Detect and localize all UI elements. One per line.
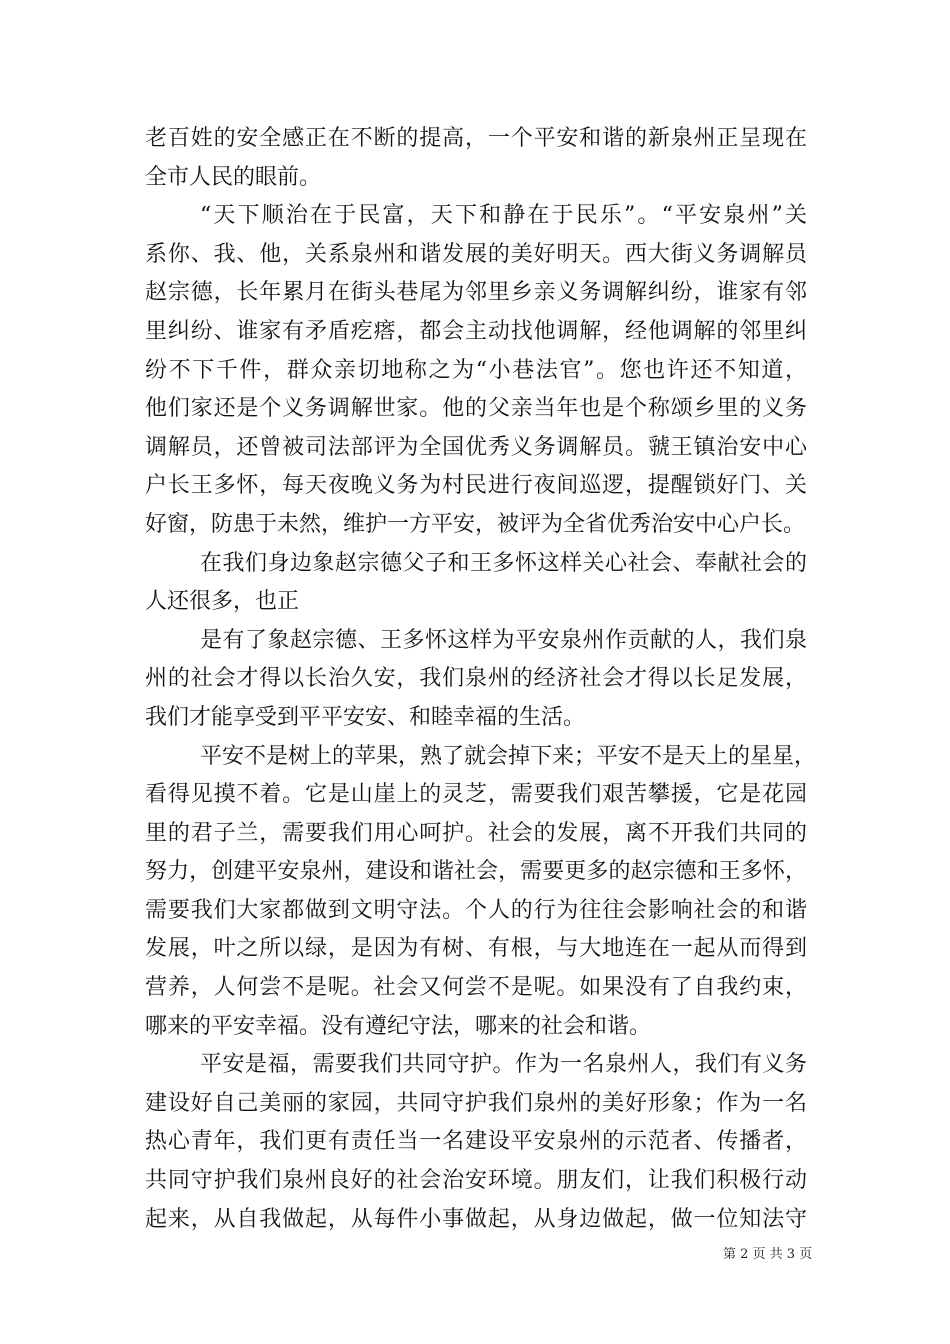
text-line: 他们家还是个义务调解世家。他的父亲当年也是个称颂乡里的义务 xyxy=(145,396,807,422)
text-line: 需要我们大家都做到文明守法。个人的行为往往会影响社会的和谐 xyxy=(145,897,807,923)
text-line: 起来，从自我做起，从每件小事做起，从身边做起，做一位知法守 xyxy=(145,1206,807,1232)
text-line: 调解员，还曾被司法部评为全国优秀义务调解员。虢王镇治安中心 xyxy=(145,434,807,460)
text-line: 平安是福，需要我们共同守护。作为一名泉州人，我们有义务 xyxy=(200,1052,807,1078)
text-line: 建设好自己美丽的家园，共同守护我们泉州的美好形象；作为一名 xyxy=(145,1090,807,1116)
text-line: 系你、我、他，关系泉州和谐发展的美好明天。西大街义务调解员 xyxy=(145,241,807,267)
text-line: 里的君子兰，需要我们用心呵护。社会的发展，离不开我们共同的 xyxy=(145,820,807,846)
text-line: 州的社会才得以长治久安，我们泉州的经济社会才得以长足发展， xyxy=(145,666,807,692)
text-line: 人还很多，也正 xyxy=(145,589,300,615)
text-line: 共同守护我们泉州良好的社会治安环境。朋友们，让我们积极行动 xyxy=(145,1168,807,1194)
text-line: 发展，叶之所以绿，是因为有树、有根，与大地连在一起从而得到 xyxy=(145,936,807,962)
text-line: 赵宗德，长年累月在街头巷尾为邻里乡亲义务调解纠纷，谁家有邻 xyxy=(145,280,807,306)
text-line: 全市人民的眼前。 xyxy=(145,164,322,190)
text-line: 营养，人何尝不是呢。社会又何尝不是呢。如果没有了自我约束， xyxy=(145,975,807,1001)
text-line: 哪来的平安幸福。没有遵纪守法，哪来的社会和谐。 xyxy=(145,1013,652,1039)
document-body xyxy=(145,120,817,1239)
text-line: 平安不是树上的苹果，熟了就会掉下来；平安不是天上的星星， xyxy=(200,743,817,769)
text-line: 纷不下千件，群众亲切地称之为“小巷法官”。您也许还不知道， xyxy=(145,357,807,383)
text-line: 热心青年，我们更有责任当一名建设平安泉州的示范者、传播者， xyxy=(145,1129,807,1155)
page-number: 第 2 页 共 3 页 xyxy=(723,1247,813,1262)
text-line: “天下顺治在于民富，天下和静在于民乐”。“平安泉州”关 xyxy=(200,203,807,229)
text-line: 我们才能享受到平平安安、和睦幸福的生活。 xyxy=(145,704,586,730)
text-line: 户长王多怀，每天夜晚义务为村民进行夜间巡逻，提醒锁好门、关 xyxy=(145,473,807,499)
text-line: 是有了象赵宗德、王多怀这样为平安泉州作贡献的人，我们泉 xyxy=(200,627,807,653)
text-line: 老百姓的安全感正在不断的提高，一个平安和谐的新泉州正呈现在 xyxy=(145,126,807,151)
text-line: 在我们身边象赵宗德父子和王多怀这样关心社会、奉献社会的 xyxy=(200,550,807,576)
text-line: 里纠纷、谁家有矛盾疙瘩，都会主动找他调解，经他调解的邻里纠 xyxy=(145,318,807,344)
text-line: 看得见摸不着。它是山崖上的灵芝，需要我们艰苦攀援，它是花园 xyxy=(145,782,807,808)
text-line: 好窗，防患于未然，维护一方平安，被评为全省优秀治安中心户长。 xyxy=(145,511,806,537)
text-line: 努力，创建平安泉州，建设和谐社会，需要更多的赵宗德和王多怀， xyxy=(145,859,807,885)
